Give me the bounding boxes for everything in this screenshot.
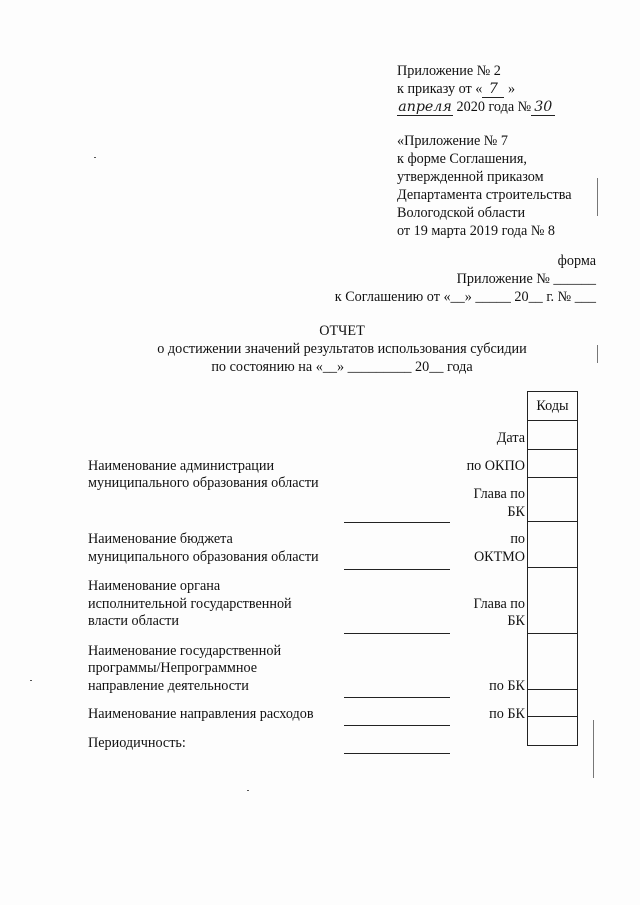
attachment-line5: Вологодской области <box>397 205 526 221</box>
code-cell-oktmo <box>528 522 577 568</box>
handwritten-day: 7 <box>482 82 504 98</box>
code-cell-date <box>528 421 577 450</box>
scan-edge-mark <box>597 178 598 216</box>
fill-line-period <box>344 753 450 754</box>
code-cell-po-bk-2 <box>528 690 577 717</box>
order-ref-line3 <box>397 99 555 117</box>
handwritten-number: 30 <box>531 100 555 116</box>
field-admin-2: муниципального образования области <box>88 475 319 491</box>
fill-line-direction <box>344 725 450 726</box>
form-label: форма <box>557 253 596 269</box>
order-ref-prefix: к приказу от « <box>397 81 483 97</box>
fill-line-budget <box>344 569 450 570</box>
fill-line-organ <box>344 633 450 634</box>
order-ref-line2 <box>397 81 515 99</box>
agreement-line: к Соглашению от «__» _____ 20__ г. № ___ <box>334 289 596 305</box>
field-direction: Наименование направления расходов <box>88 706 314 722</box>
field-program-2: программы/Непрограммное <box>88 660 258 676</box>
label-glava-bk-1a: Глава по <box>473 486 525 502</box>
label-po-bk-1: по БК <box>489 678 525 694</box>
attachment-line6: от 19 марта 2019 года № 8 <box>397 223 556 239</box>
order-ref-line1: Приложение № 2 <box>397 63 501 79</box>
field-organ-2: исполнительной государственной <box>88 596 292 612</box>
attachment-line1: «Приложение № 7 <box>397 133 508 149</box>
label-glava-bk-2b: БК <box>507 613 525 629</box>
field-admin-1: Наименование администрации <box>88 458 275 474</box>
codes-header: Коды <box>528 392 577 421</box>
label-oktmo-a: по <box>510 531 525 547</box>
attachment-line3: утвержденной приказом <box>397 169 544 185</box>
order-ref-year-number: 2020 года № <box>453 99 532 115</box>
scan-edge-mark <box>597 345 598 363</box>
attachment-line4: Департамента строительства <box>397 187 572 203</box>
report-subtitle-2: по состоянию на «__» _________ 20__ года <box>211 359 473 375</box>
label-date: Дата <box>496 430 525 446</box>
field-period: Периодичность: <box>88 735 186 751</box>
label-oktmo-b: ОКТМО <box>473 549 525 565</box>
scan-speck <box>247 790 249 791</box>
code-cell-okpo <box>528 450 577 478</box>
code-cell-period <box>528 717 577 745</box>
attachment-line2: к форме Соглашения, <box>397 151 527 167</box>
field-program-3: направление деятельности <box>88 678 249 694</box>
scan-speck <box>94 157 96 158</box>
codes-table <box>527 391 578 746</box>
code-cell-glava-bk-1 <box>528 478 577 522</box>
scan-edge-mark <box>593 720 594 778</box>
label-po-bk-2: по БК <box>489 706 525 722</box>
fill-line-admin <box>344 522 450 523</box>
field-program-1: Наименование государственной <box>88 643 282 659</box>
label-glava-bk-2a: Глава по <box>473 596 525 612</box>
field-organ-1: Наименование органа <box>88 578 221 594</box>
report-title: ОТЧЕТ <box>319 323 365 339</box>
field-organ-3: власти области <box>88 613 179 629</box>
label-glava-bk-1b: БК <box>507 504 525 520</box>
handwritten-month: апреля <box>398 99 452 115</box>
order-ref-suffix: » <box>504 81 516 97</box>
appendix-line: Приложение № ______ <box>456 271 596 287</box>
field-budget-1: Наименование бюджета <box>88 531 233 547</box>
report-subtitle-1: о достижении значений результатов использования субсидии <box>157 341 527 357</box>
code-cell-glava-bk-2 <box>528 568 577 634</box>
scan-speck <box>30 680 32 681</box>
code-cell-po-bk-1 <box>528 634 577 690</box>
label-okpo: по ОКПО <box>466 458 525 474</box>
fill-line-program <box>344 697 450 698</box>
field-budget-2: муниципального образования области <box>88 549 319 565</box>
